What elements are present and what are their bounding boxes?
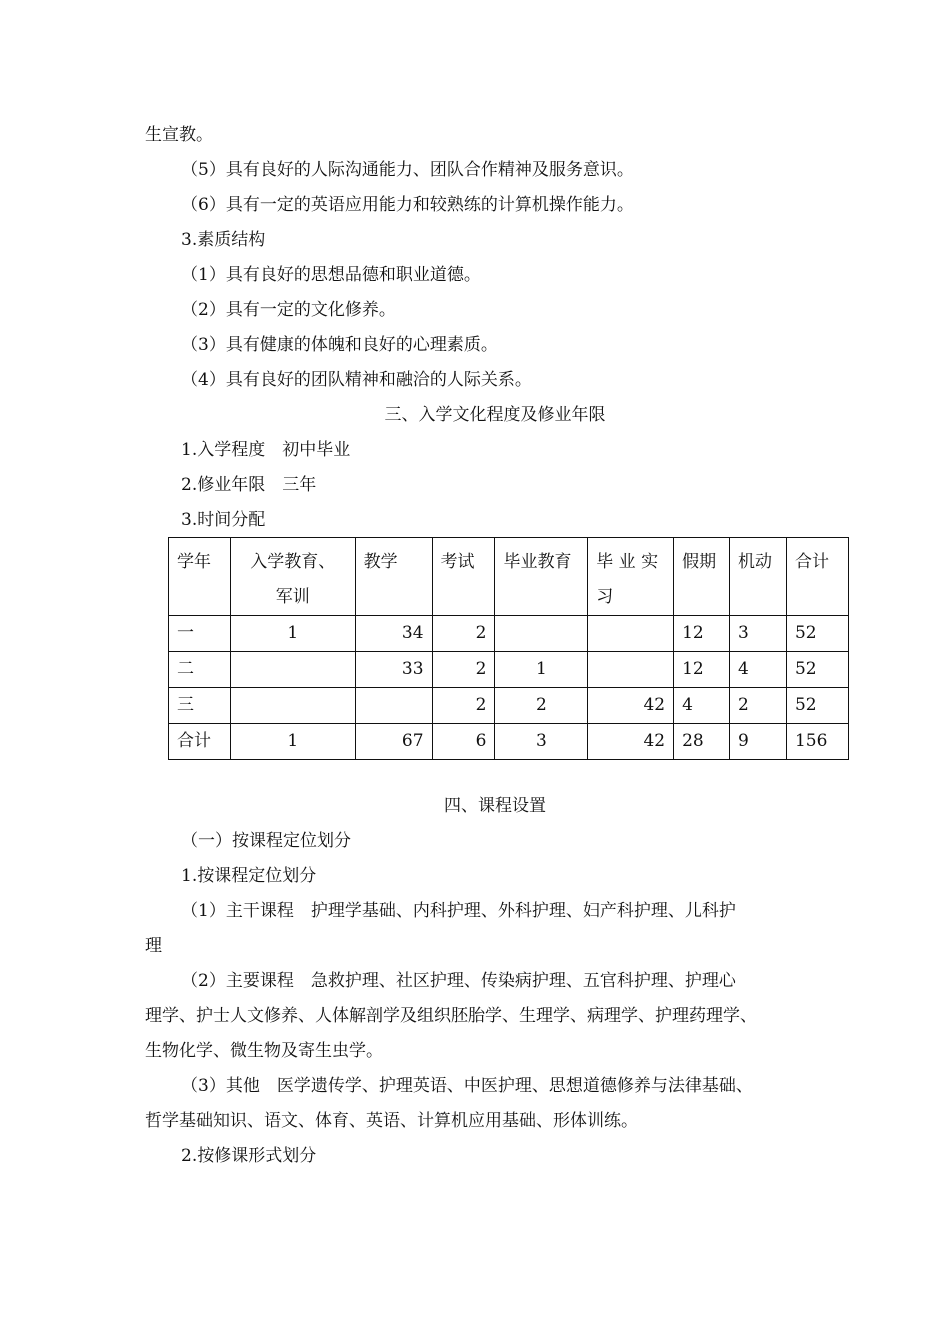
table-cell: 合计 (169, 724, 231, 760)
paragraph-text: （4）具有良好的团队精神和融洽的人际关系。 (181, 370, 532, 390)
table-cell: 67 (355, 724, 432, 760)
table-cell (495, 616, 588, 652)
table-cell: 2 (495, 688, 588, 724)
table-cell: 一 (169, 616, 231, 652)
header-cell: 学年 (169, 538, 231, 616)
header-cell: 合计 (786, 538, 848, 616)
table-cell: 52 (786, 652, 848, 688)
header-cell: 机动 (730, 538, 787, 616)
table-cell: 1 (230, 616, 355, 652)
paragraph-text: 哲学基础知识、语文、体育、英语、计算机应用基础、形体训练。 (145, 1111, 638, 1131)
paragraph-text: 生物化学、微生物及寄生虫学。 (145, 1041, 383, 1061)
table-cell: 52 (786, 616, 848, 652)
table-cell (230, 652, 355, 688)
table-cell: 12 (674, 616, 730, 652)
paragraph-text: （3）具有健康的体魄和良好的心理素质。 (181, 335, 498, 355)
table-cell: 52 (786, 688, 848, 724)
paragraph-text: 理学、护士人文修养、人体解剖学及组织胚胎学、生理学、病理学、护理药理学、 (145, 1006, 757, 1026)
table-cell: 12 (674, 652, 730, 688)
table-cell (588, 652, 674, 688)
table-cell: 42 (588, 688, 674, 724)
paragraph-text: （6）具有一定的英语应用能力和较熟练的计算机操作能力。 (181, 195, 634, 215)
paragraph-text: （1）主干课程 护理学基础、内科护理、外科护理、妇产科护理、儿科护 (181, 901, 736, 921)
table-cell: 156 (786, 724, 848, 760)
table-row (169, 652, 849, 688)
table-cell: 3 (495, 724, 588, 760)
table-row (169, 616, 849, 652)
paragraph-text: （1）具有良好的思想品德和职业道德。 (181, 265, 481, 285)
table-cell: 2 (432, 688, 495, 724)
header-cell (230, 538, 355, 616)
section-heading: 三、入学文化程度及修业年限 (384, 405, 606, 425)
table-row (169, 688, 849, 724)
header-cell-line: 毕 业 实 (596, 552, 659, 572)
table-header-row (169, 538, 849, 616)
table-cell: 6 (432, 724, 495, 760)
header-cell: 毕业教育 (495, 538, 588, 616)
paragraph-text: 2.修业年限 三年 (181, 475, 317, 495)
table-cell: 42 (588, 724, 674, 760)
table-cell: 1 (230, 724, 355, 760)
section-heading: 四、课程设置 (444, 796, 546, 816)
table-cell: 二 (169, 652, 231, 688)
header-cell: 假期 (674, 538, 730, 616)
table-cell: 9 (730, 724, 787, 760)
subsection-heading: （一）按课程定位划分 (181, 831, 351, 851)
paragraph-text: （2）主要课程 急救护理、社区护理、传染病护理、五官科护理、护理心 (181, 971, 736, 991)
table-cell (588, 616, 674, 652)
header-cell-line: 习 (596, 587, 614, 607)
header-cell: 教学 (355, 538, 432, 616)
table-row (169, 724, 849, 760)
table-cell: 28 (674, 724, 730, 760)
table-cell (230, 688, 355, 724)
header-cell (588, 538, 674, 616)
paragraph-text: 理 (145, 936, 162, 956)
table-cell: 2 (432, 616, 495, 652)
time-allocation-table (168, 537, 849, 760)
table-cell: 三 (169, 688, 231, 724)
header-cell-line: 入学教育、 (250, 552, 336, 572)
table-cell: 4 (730, 652, 787, 688)
header-cell-line: 军训 (275, 587, 310, 607)
paragraph-text: 1.入学程度 初中毕业 (181, 440, 351, 460)
paragraph-text: （5）具有良好的人际沟通能力、团队合作精神及服务意识。 (181, 160, 634, 180)
paragraph-text: 1.按课程定位划分 (181, 866, 317, 886)
paragraph-text: 2.按修课形式划分 (181, 1146, 317, 1166)
table-cell: 4 (674, 688, 730, 724)
header-cell: 考试 (432, 538, 495, 616)
table-cell: 2 (432, 652, 495, 688)
table-cell: 2 (730, 688, 787, 724)
table-cell (355, 688, 432, 724)
paragraph-text: 3.时间分配 (181, 510, 266, 530)
table-cell: 33 (355, 652, 432, 688)
table-cell: 34 (355, 616, 432, 652)
paragraph-text: （3）其他 医学遗传学、护理英语、中医护理、思想道德修养与法律基础、 (181, 1076, 753, 1096)
paragraph-text: 生宣教。 (145, 125, 213, 145)
table-cell: 3 (730, 616, 787, 652)
table-cell: 1 (495, 652, 588, 688)
paragraph-text: （2）具有一定的文化修养。 (181, 300, 396, 320)
subsection-heading: 3.素质结构 (181, 230, 266, 250)
